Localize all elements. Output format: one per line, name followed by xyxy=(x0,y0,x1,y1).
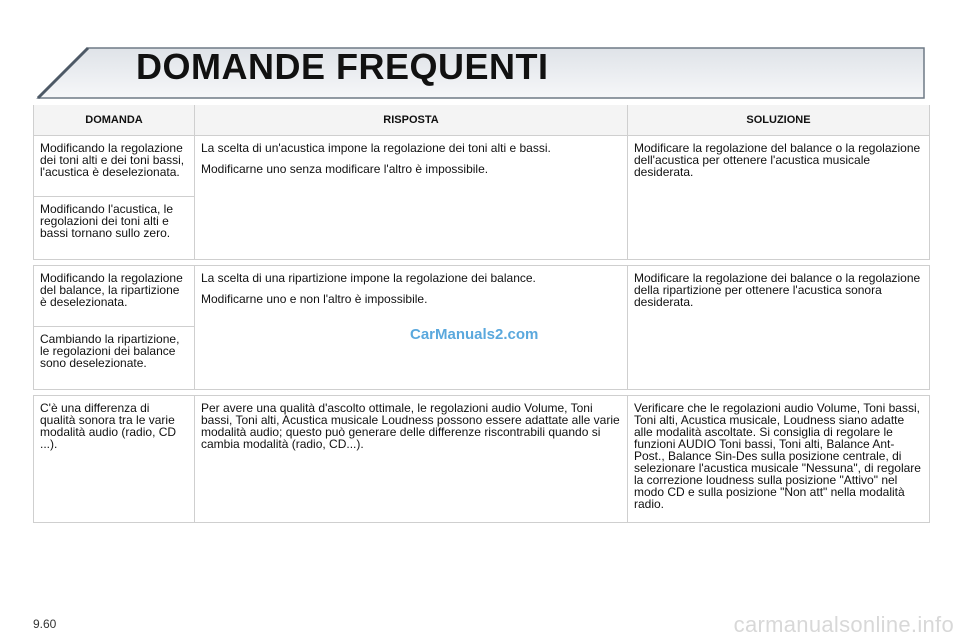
header-risposta: RISPOSTA xyxy=(195,105,628,136)
header-soluzione: SOLUZIONE xyxy=(628,105,930,136)
watermark-carmanuals: CarManuals2.com xyxy=(410,326,539,343)
answer-line: Modificarne uno senza modificare l'altro è impossibile. xyxy=(201,162,489,176)
answer-line: Modificarne uno e non l'altro è impossibile. xyxy=(201,292,428,306)
header-domanda: DOMANDA xyxy=(34,105,195,136)
page-number: 9.60 xyxy=(33,617,57,631)
answer-line: La scelta di una ripartizione impone la regolazione dei balance. xyxy=(201,271,536,285)
question-cell: Cambiando la ripartizione, le regolazioni dei balance sono deselezionate. xyxy=(34,327,195,390)
question-cell: Modificando la regolazione dei toni alti e dei toni bassi, l'acustica è deselezionata. xyxy=(34,136,195,197)
question-cell: C'è una differenza di qualità sonora tra le varie modalità audio (radio, CD ...). xyxy=(34,396,195,523)
title-banner xyxy=(36,44,928,100)
table-row xyxy=(34,396,930,523)
table-header-row xyxy=(34,105,930,136)
faq-table xyxy=(33,105,930,523)
solution-cell: Verificare che le regolazioni audio Volume, Toni bassi, Toni alti, Acustica musicale, Loudness siano adatte alle modalità ascoltate. Si consiglia di regolare le funzioni AUDIO Toni bassi, Toni alti, Balance Ant-Post., Balance Sin-Des sulla posizione centrale, di selezionare l'acustica musicale "Nessuna", di regolare la correzione loudness sulla posizione "Attivo" nel modo CD e sulla posizione "Non att" nella modalità radio. xyxy=(628,396,930,523)
solution-cell: Modificare la regolazione del balance o la regolazione dell'acustica per ottenere l'acustica musicale desiderata. xyxy=(628,136,930,260)
table-row xyxy=(34,136,930,197)
answer-line: La scelta di un'acustica impone la regolazione dei toni alti e bassi. xyxy=(201,141,551,155)
question-cell: Modificando la regolazione del balance, la ripartizione è deselezionata. xyxy=(34,266,195,327)
table-row xyxy=(34,266,930,327)
footer-watermark: carmanualsonline.info xyxy=(733,612,954,637)
answer-cell: Per avere una qualità d'ascolto ottimale, le regolazioni audio Volume, Toni bassi, Toni alti, Acustica musicale Loudness possono essere adattate alle varie modalità audio; questo può generare delle differenze riscontrabili quando si cambia modalità (radio, CD...). xyxy=(195,396,628,523)
page-title: DOMANDE FREQUENTI xyxy=(136,46,549,87)
question-cell: Modificando l'acustica, le regolazioni dei toni alti e bassi tornano sullo zero. xyxy=(34,197,195,260)
solution-cell: Modificare la regolazione dei balance o la regolazione della ripartizione per ottenere l'acustica sonora desiderata. xyxy=(628,266,930,390)
answer-cell xyxy=(195,136,628,260)
